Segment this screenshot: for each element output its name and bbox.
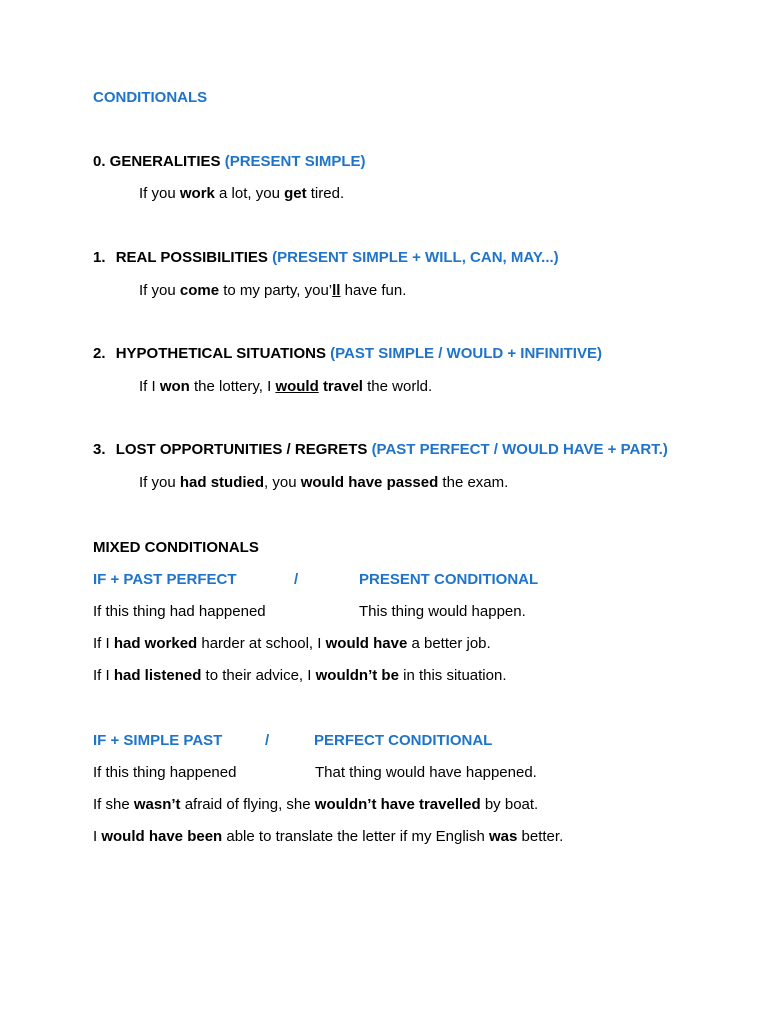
section-3-title: LOST OPPORTUNITIES / REGRETS: [115, 441, 368, 458]
mixed-b-example-2: I would have been able to translate the letter if my English was better.: [93, 828, 564, 845]
section-2-title: HYPOTHETICAL SITUATIONS: [115, 345, 326, 362]
section-0-example: If you work a lot, you get tired.: [139, 185, 345, 202]
section-3-heading: [93, 440, 668, 460]
section-3-number: 3.: [93, 441, 106, 458]
mixed-b-example-1: If she wasn’t afraid of flying, she wouldn’t have travelled by boat.: [93, 796, 539, 813]
section-3-example: If you had studied, you would have passed the exam.: [139, 474, 509, 491]
mixed-a-example-1: If I had worked harder at school, I would have a better job.: [93, 635, 491, 652]
mixed-a-example-2: If I had listened to their advice, I wouldn’t be in this situation.: [93, 667, 507, 684]
mixed-b-left-label: IF + SIMPLE PAST: [93, 732, 223, 749]
section-1-number: 1.: [93, 249, 106, 266]
section-1-heading: [93, 248, 559, 268]
mixed-a-pattern-right: This thing would happen.: [359, 603, 526, 620]
section-3-form: (PAST PERFECT / WOULD HAVE + PART.): [371, 441, 668, 458]
mixed-conditionals-heading: MIXED CONDITIONALS: [93, 539, 259, 556]
mixed-b-slash: /: [265, 732, 270, 749]
mixed-b-pattern-right: That thing would have happened.: [315, 764, 537, 781]
section-2-example: If I won the lottery, I would travel the world.: [139, 378, 433, 395]
section-0-heading: [93, 152, 366, 172]
mixed-a-pattern-left: If this thing had happened: [93, 603, 266, 620]
mixed-a-left-label: IF + PAST PERFECT: [93, 571, 237, 588]
section-1-title: REAL POSSIBILITIES: [115, 249, 268, 266]
section-2-number: 2.: [93, 345, 106, 362]
section-2-form: (PAST SIMPLE / WOULD + INFINITIVE): [330, 345, 602, 362]
mixed-b-right-label: PERFECT CONDITIONAL: [314, 732, 493, 749]
section-1-form: (PRESENT SIMPLE + WILL, CAN, MAY...): [272, 249, 559, 266]
section-0-form: (PRESENT SIMPLE): [224, 153, 366, 170]
mixed-a-right-label: PRESENT CONDITIONAL: [359, 571, 539, 588]
mixed-a-slash: /: [294, 571, 299, 588]
mixed-b-pattern-left: If this thing happened: [93, 764, 237, 781]
section-0-title: 0. GENERALITIES: [93, 153, 221, 170]
section-1-example: If you come to my party, you’ll have fun.: [139, 282, 407, 299]
page-title: CONDITIONALS: [93, 89, 208, 106]
section-2-heading: [93, 344, 602, 364]
